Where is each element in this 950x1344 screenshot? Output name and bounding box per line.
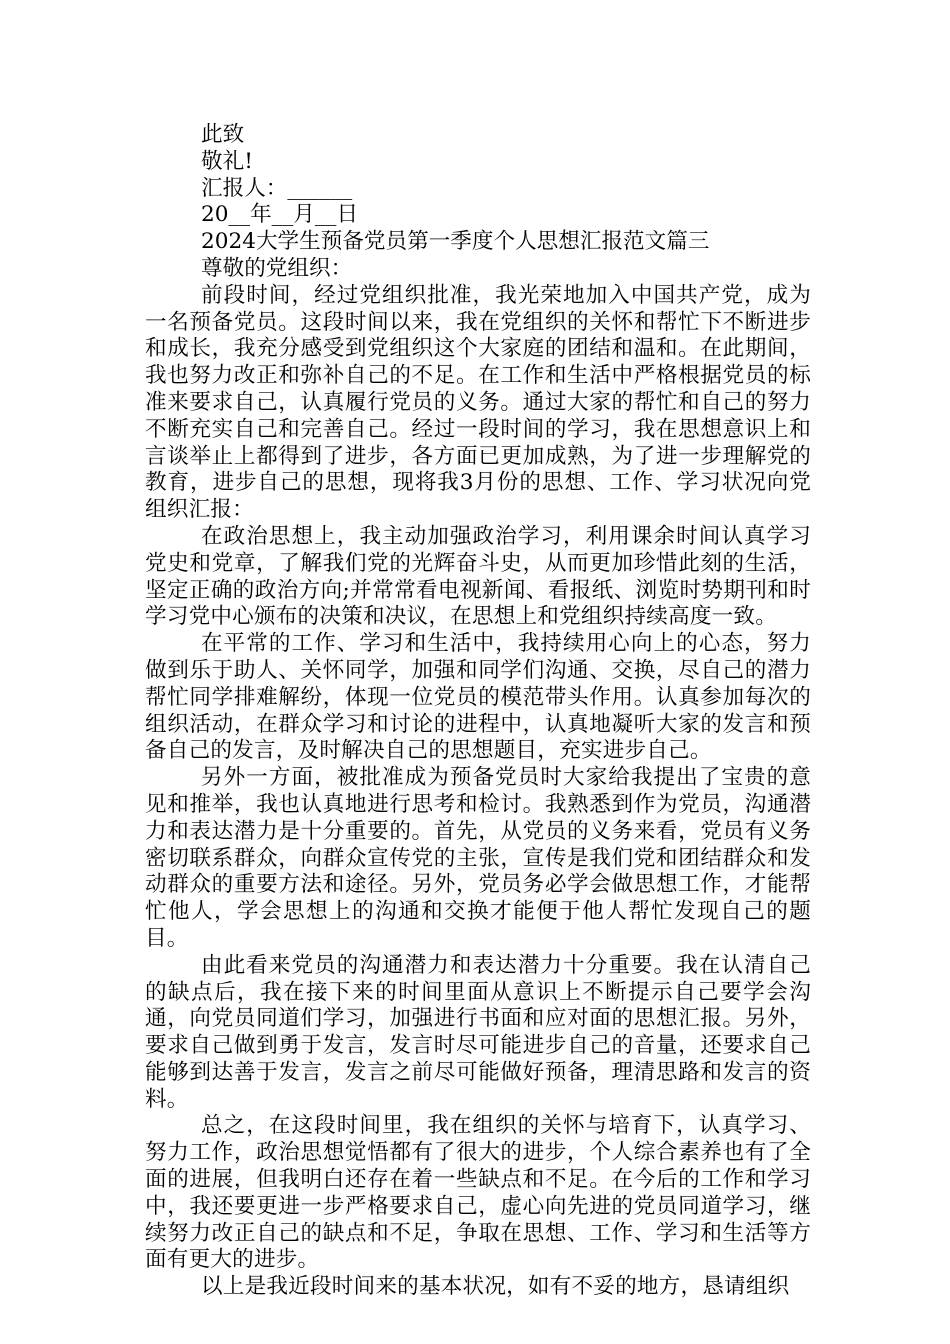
paragraph: 在平常的工作、学习和生活中，我持续用心向上的心态，努力做到乐于助人、关怀同学，加强和同学们沟通、交换，尽自己的潜力帮忙同学排难解纷，体现一位党员的模范带头作用。认真参加每次的组织活动，在群众学习和讨论的进程中，认真地凝听大家的发言和预备自己的发言，及时解决自己的思想题目，充实进步自己。 <box>145 631 811 764</box>
section-title: 2024大学生预备党员第一季度个人思想汇报范文篇三 <box>201 229 710 255</box>
reporter-line: 汇报人：______ <box>201 175 353 201</box>
paragraph: 另外一方面，被批准成为预备党员时大家给我提出了宝贵的意见和推举，我也认真地进行思考和检讨。我熟悉到作为党员，沟通潜力和表达潜力是十分重要的。首先，从党员的义务来看，党员有义务密切联系群众，向群众宣传党的主张，宣传是我们党和团结群众和发动群众的重要方法和途径。另外，党员务必学会做思想工作，才能帮忙他人，学会思想上的沟通和交换才能便于他人帮忙发现自己的题目。 <box>145 765 811 951</box>
salutation: 尊敬的党组织： <box>201 255 353 281</box>
closing-line: 此致 <box>201 122 245 147</box>
paragraph: 总之，在这段时间里，我在组织的关怀与培育下，认真学习、努力工作，政治思想觉悟都有了很大的进步，个人综合素养也有了全面的进展，但我明白还存在着一些缺点和不足。在今后的工作和学习中，我还要更进一步严格要求自己，虚心向先进的党员同道学习，继续努力改正自己的缺点和不足，争取在思想、工作、学习和生活等方面有更大的进步。 <box>145 1113 811 1273</box>
document-page <box>145 122 811 1301</box>
date-line: 20__年__月__日 <box>201 202 359 228</box>
regards-line: 敬礼! <box>201 148 253 174</box>
paragraph: 由此看来党员的沟通潜力和表达潜力十分重要。我在认清自己的缺点后，我在接下来的时间里面从意识上不断提示自己要学会沟通，向党员同道们学习，加强进行书面和应对面的思想汇报。另外，要求自己做到勇于发言，发言时尽可能进步自己的音量，还要求自己能够到达善于发言，发言之前尽可能做好预备，理清思路和发言的资料。 <box>145 952 811 1112</box>
paragraph: 在政治思想上，我主动加强政治学习，利用课余时间认真学习党史和党章，了解我们党的光辉奋斗史，从而更加珍惜此刻的生活，坚定正确的政治方向;并常常看电视新闻、看报纸、浏览时势期刊和时学习党中心颁布的决策和决议，在思想上和党组织持续高度一致。 <box>145 523 811 630</box>
paragraph: 以上是我近段时间来的基本状况，如有不妥的地方，恳请组织 <box>201 1274 790 1300</box>
paragraph: 前段时间，经过党组织批准，我光荣地加入中国共产党，成为一名预备党员。这段时间以来，我在党组织的关怀和帮忙下不断进步和成长，我充分感受到党组织这个大家庭的团结和温和。在此期间，我也努力改正和弥补自己的不足。在工作和生活中严格根据党员的标准来要求自己，认真履行党员的义务。通过大家的帮忙和自己的努力不断充实自己和完善自己。经过一段时间的学习，我在思想意识上和言谈举止上都得到了进步，各方面已更加成熟，为了进一步理解党的教育，进步自己的思想，现将我3月份的思想、工作、学习状况向党组织汇报： <box>145 282 811 523</box>
